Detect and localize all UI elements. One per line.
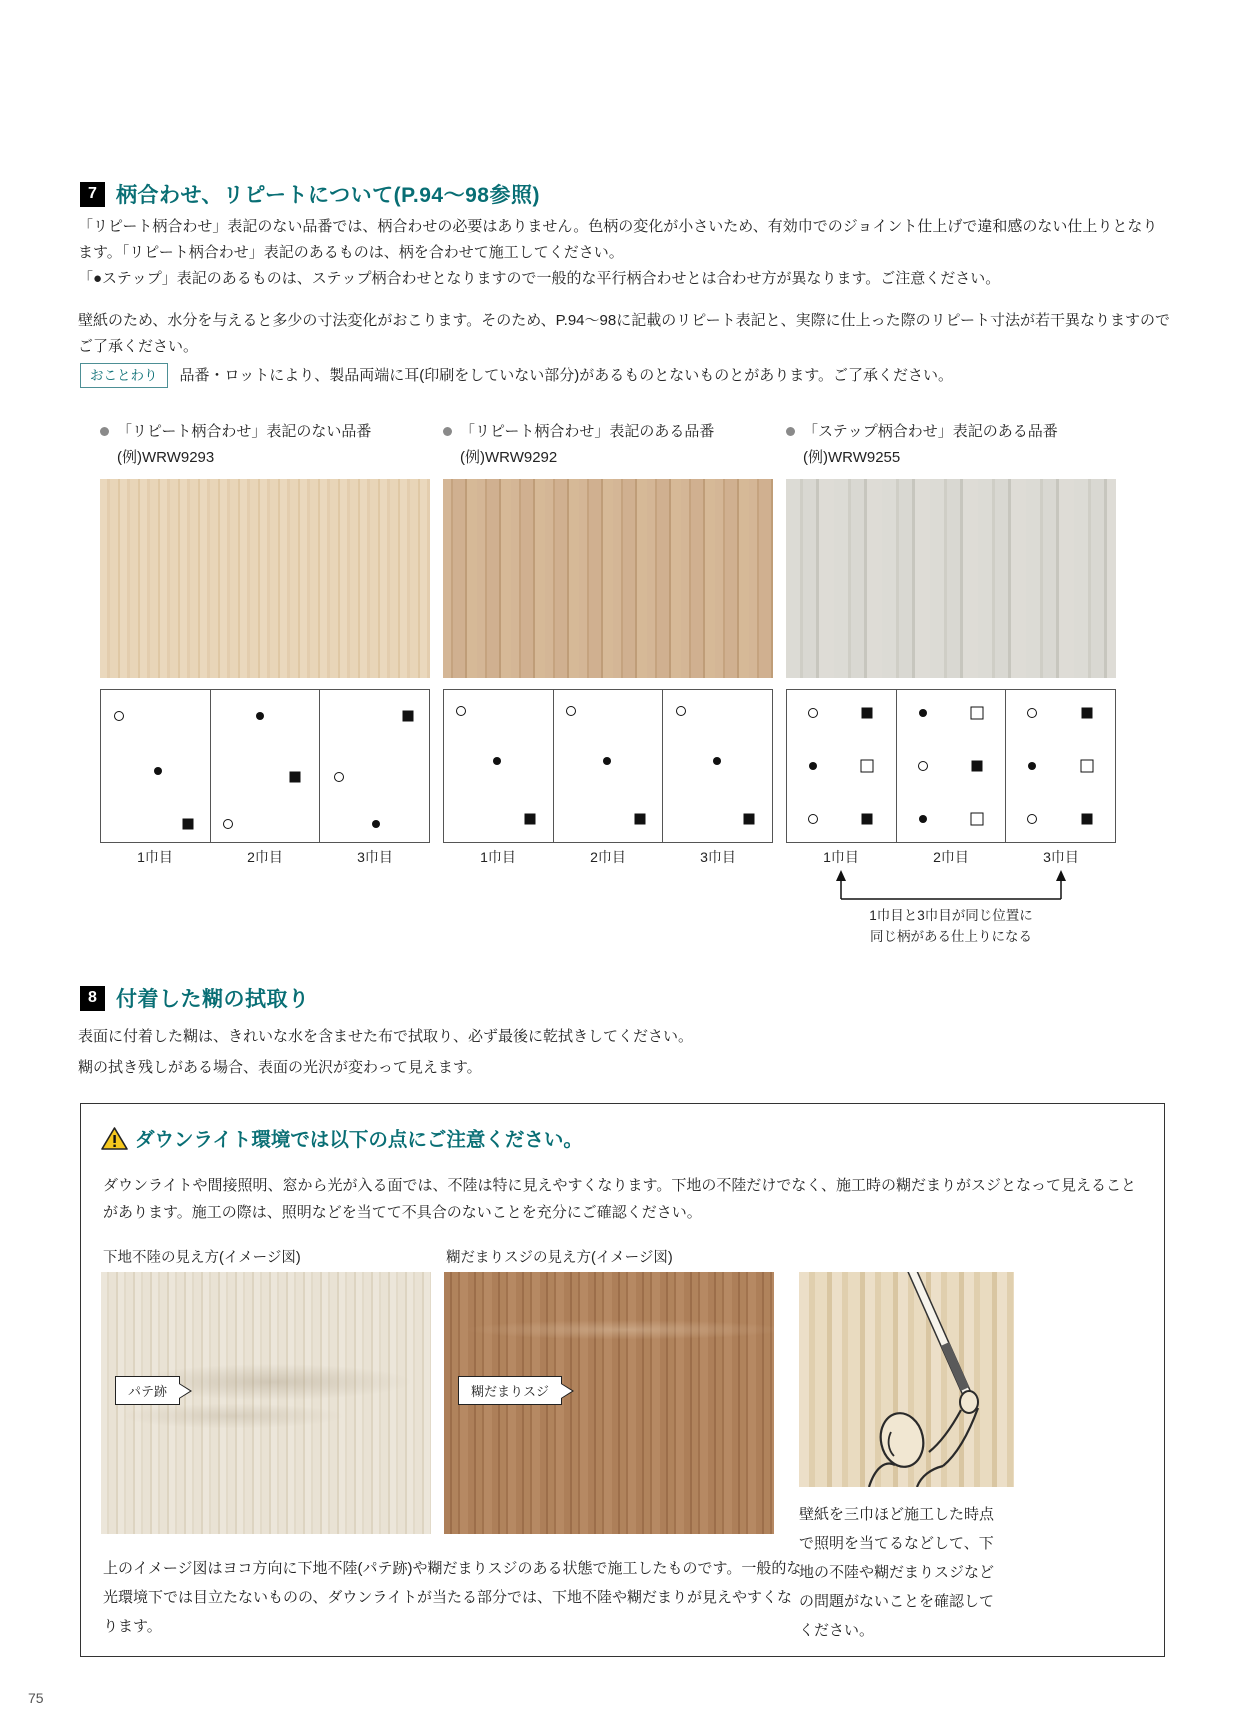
bullet-icon <box>786 427 795 436</box>
section7-paragraph3: 壁紙のため、水分を与えると多少の寸法変化がおこります。そのため、P.94～98に記載のリピート表記と、実際に仕上った際のリピート寸法が若干異なりますのでご了承ください。 <box>78 312 1171 355</box>
open-circle-symbol <box>676 706 686 716</box>
example-no-repeat <box>100 419 430 867</box>
open-circle-symbol <box>114 711 124 721</box>
warning-title: ダウンライト環境では以下の点にご注意ください。 <box>135 1129 583 1151</box>
filled-square-symbol <box>862 814 873 825</box>
open-circle-symbol <box>456 706 466 716</box>
filled-circle-symbol <box>154 767 162 775</box>
warning-bottom-text: 上のイメージ図はヨコ方向に下地不陸(パテ跡)や糊だまりスジのある状態で施工したものです。一般的な光環境下では目立たないものの、ダウンライトが当たる部分では、下地不陸や糊だまりが見えやすくなります。 <box>103 1560 802 1635</box>
worker-illustration <box>799 1272 1014 1487</box>
section7-title: 柄合わせ、リピートについて(P.94～98参照) <box>116 184 540 207</box>
bullet-icon <box>443 427 452 436</box>
open-circle-symbol <box>223 819 233 829</box>
filled-square-symbol <box>524 814 535 825</box>
downlight-warning-box <box>80 1103 1165 1657</box>
warning-header <box>101 1124 583 1152</box>
notice-label: おことわり <box>80 363 168 388</box>
filled-circle-symbol <box>919 709 927 717</box>
diagram-panel <box>444 690 553 842</box>
diagram-panel <box>662 690 772 842</box>
width-label: 3巾目 <box>357 849 393 865</box>
page-number: 75 <box>28 1690 44 1706</box>
width-labels <box>100 847 430 867</box>
width-label: 3巾目 <box>700 849 736 865</box>
glue-streak-image-caption: 糊だまりスジの見え方(イメージ図) <box>446 1250 673 1266</box>
width-label: 1巾目 <box>137 849 173 865</box>
width-labels <box>443 847 773 867</box>
open-circle-symbol <box>1027 708 1037 718</box>
filled-square-symbol <box>972 761 983 772</box>
diagram-panel <box>1005 690 1115 842</box>
warning-triangle-icon <box>101 1126 128 1151</box>
open-square-symbol <box>971 813 984 826</box>
filled-square-symbol <box>634 814 645 825</box>
diagram-panel <box>896 690 1006 842</box>
example-title: 「リピート柄合わせ」表記のある品番 <box>460 423 715 440</box>
filled-square-symbol <box>1081 707 1092 718</box>
section8-header <box>80 983 310 1013</box>
width-label: 3巾目 <box>1043 849 1079 865</box>
notice-text: 品番・ロットにより、製品両端に耳(印刷をしていない部分)があるものとないものとがあります。ご了承ください。 <box>179 367 953 384</box>
width-labels <box>786 847 1116 867</box>
section8-line1: 表面に付着した糊は、きれいな水を含ませた布で拭取り、必ず最後に乾拭きしてください。 <box>78 1028 694 1045</box>
putty-mark-image <box>101 1272 431 1534</box>
filled-square-symbol <box>862 707 873 718</box>
open-circle-symbol <box>1027 814 1037 824</box>
pattern-diagram <box>443 689 773 843</box>
filled-circle-symbol <box>372 820 380 828</box>
open-square-symbol <box>1080 760 1093 773</box>
example-code: (例)WRW9293 <box>117 449 215 466</box>
bullet-icon <box>100 427 109 436</box>
width-label: 2巾目 <box>933 849 969 865</box>
diagram-panel <box>787 690 896 842</box>
filled-circle-symbol <box>713 757 721 765</box>
pattern-diagram <box>786 689 1116 843</box>
diagram-panel <box>319 690 429 842</box>
example-title: 「リピート柄合わせ」表記のない品番 <box>117 423 372 440</box>
step-match-note: 1巾目と3巾目が同じ位置に 同じ柄がある仕上りになる <box>869 908 1033 944</box>
section8-title: 付着した糊の拭取り <box>116 988 310 1011</box>
example-title-row <box>786 419 1116 471</box>
filled-square-symbol <box>182 818 193 829</box>
open-square-symbol <box>971 706 984 719</box>
filled-circle-symbol <box>493 757 501 765</box>
width-label: 1巾目 <box>823 849 859 865</box>
filled-square-symbol <box>744 814 755 825</box>
width-label: 2巾目 <box>590 849 626 865</box>
open-circle-symbol <box>334 772 344 782</box>
filled-circle-symbol <box>809 762 817 770</box>
diagram-panel <box>210 690 320 842</box>
putty-image-caption: 下地不陸の見え方(イメージ図) <box>103 1250 301 1266</box>
wallpaper-sample-wrw9293 <box>100 479 430 678</box>
filled-circle-symbol <box>1028 762 1036 770</box>
section7-paragraph2: 「●ステップ」表記のあるものは、ステップ柄合わせとなりますので一般的な平行柄合わせとは合わせ方が異なります。ご注意ください。 <box>78 270 1001 287</box>
warning-body: ダウンライトや間接照明、窓から光が入る面では、不陸は特に見えやすくなります。下地の不陸だけでなく、施工時の糊だまりがスジとなって見えることがあります。施工の際は、照明などを当てて不具合のないことを充分にご確認ください。 <box>103 1177 1137 1221</box>
filled-circle-symbol <box>256 712 264 720</box>
example-step <box>786 419 1116 947</box>
example-title: 「ステップ柄合わせ」表記のある品番 <box>803 423 1058 440</box>
open-square-symbol <box>861 760 874 773</box>
section7-paragraph1: 「リピート柄合わせ」表記のない品番では、柄合わせの必要はありません。色柄の変化が小さいため、有効巾でのジョイント仕上げで違和感のない仕上りとなります。「リピート柄合わせ」表記のあるものは、柄を合わせて施工してください。 <box>78 218 1158 261</box>
section8-line2: 糊の拭き残しがある場合、表面の光沢が変わって見えます。 <box>78 1059 482 1076</box>
open-circle-symbol <box>808 708 818 718</box>
section8-number-badge: 8 <box>80 986 105 1011</box>
section7-number-badge: 7 <box>80 182 105 207</box>
open-circle-symbol <box>918 761 928 771</box>
example-code: (例)WRW9255 <box>803 449 901 466</box>
filled-circle-symbol <box>919 815 927 823</box>
pattern-examples <box>100 419 1116 979</box>
example-title-row <box>100 419 430 471</box>
open-circle-symbol <box>808 814 818 824</box>
putty-mark-callout: パテ跡 <box>115 1376 180 1405</box>
wallpaper-sample-wrw9255 <box>786 479 1116 678</box>
filled-square-symbol <box>403 710 414 721</box>
example-code: (例)WRW9292 <box>460 449 558 466</box>
glue-streak-callout: 糊だまりスジ <box>458 1376 562 1405</box>
example-title-row <box>443 419 773 471</box>
filled-square-symbol <box>290 771 301 782</box>
step-match-bracket-arrows <box>786 869 1116 903</box>
worker-with-roller-icon <box>799 1272 1014 1487</box>
diagram-panel <box>553 690 663 842</box>
width-label: 2巾目 <box>247 849 283 865</box>
filled-square-symbol <box>1081 814 1092 825</box>
section7-header <box>80 179 540 209</box>
open-circle-symbol <box>566 706 576 716</box>
warning-right-text: 壁紙を三巾ほど施工した時点で照明を当てるなどして、下地の不陸や糊だまりスジなどの問題がないことを確認してください。 <box>799 1506 995 1639</box>
notice-row <box>80 363 1172 388</box>
pattern-diagram <box>100 689 430 843</box>
filled-circle-symbol <box>603 757 611 765</box>
width-label: 1巾目 <box>480 849 516 865</box>
wallpaper-sample-wrw9292 <box>443 479 773 678</box>
diagram-panel <box>101 690 210 842</box>
example-repeat <box>443 419 773 867</box>
glue-streak-image <box>444 1272 774 1534</box>
